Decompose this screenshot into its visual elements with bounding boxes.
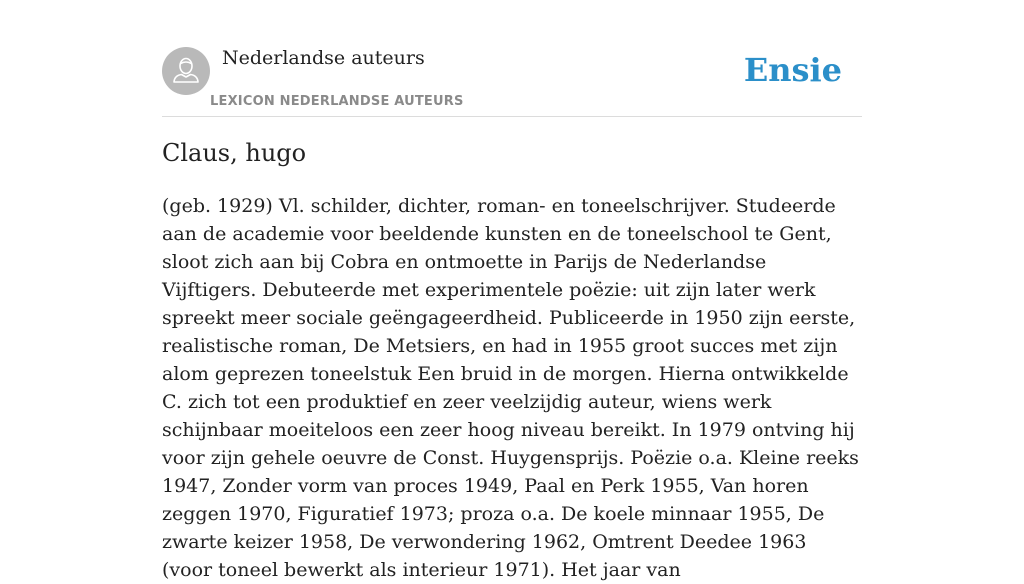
source-header xyxy=(162,47,862,117)
entry-body: (geb. 1929) Vl. schilder, dichter, roman- en toneelschrijver. Studeerde aan de academie voor beeldende kunsten en de toneelschool te Gent, sloot zich aan bij Cobra en ontmoette in Parijs de Nederlandse Vijftigers. Debuteerde met experimentele poëzie: uit zijn later werk spreekt meer sociale geëngageerdheid. Publiceerde in 1950 zijn eerste, realistische roman, De Metsiers, en had in 1955 groot succes met zijn alom geprezen toneelstuk Een bruid in de morgen. Hierna ontwikkelde C. zich tot een produktief en zeer veelzijdig auteur, wiens werk schijnbaar moeiteloos een zeer hoog niveau bereikt. In 1979 ontving hij voor zijn gehele oeuvre de Const. Huygensprijs. Poëzie o.a. Kleine reeks 1947, Zonder vorm van proces 1949, Paal en Perk 1955, Van horen zeggen 1970, Figuratief 1973; proza o.a. De koele minnaar 1955, De zwarte keizer 1958, De verwondering 1962, Omtrent Deedee 1963 (voor toneel bewerkt als interieur 1971). Het jaar van xyxy=(162,195,859,581)
entry-title: Claus, hugo xyxy=(162,139,307,167)
source-name[interactable]: Nederlandse auteurs xyxy=(222,47,425,69)
brand-logo[interactable]: Ensie xyxy=(743,51,842,89)
source-subtitle[interactable]: LEXICON NEDERLANDSE AUTEURS xyxy=(210,94,464,109)
user-silhouette-icon xyxy=(162,47,210,95)
source-avatar[interactable] xyxy=(162,47,210,95)
